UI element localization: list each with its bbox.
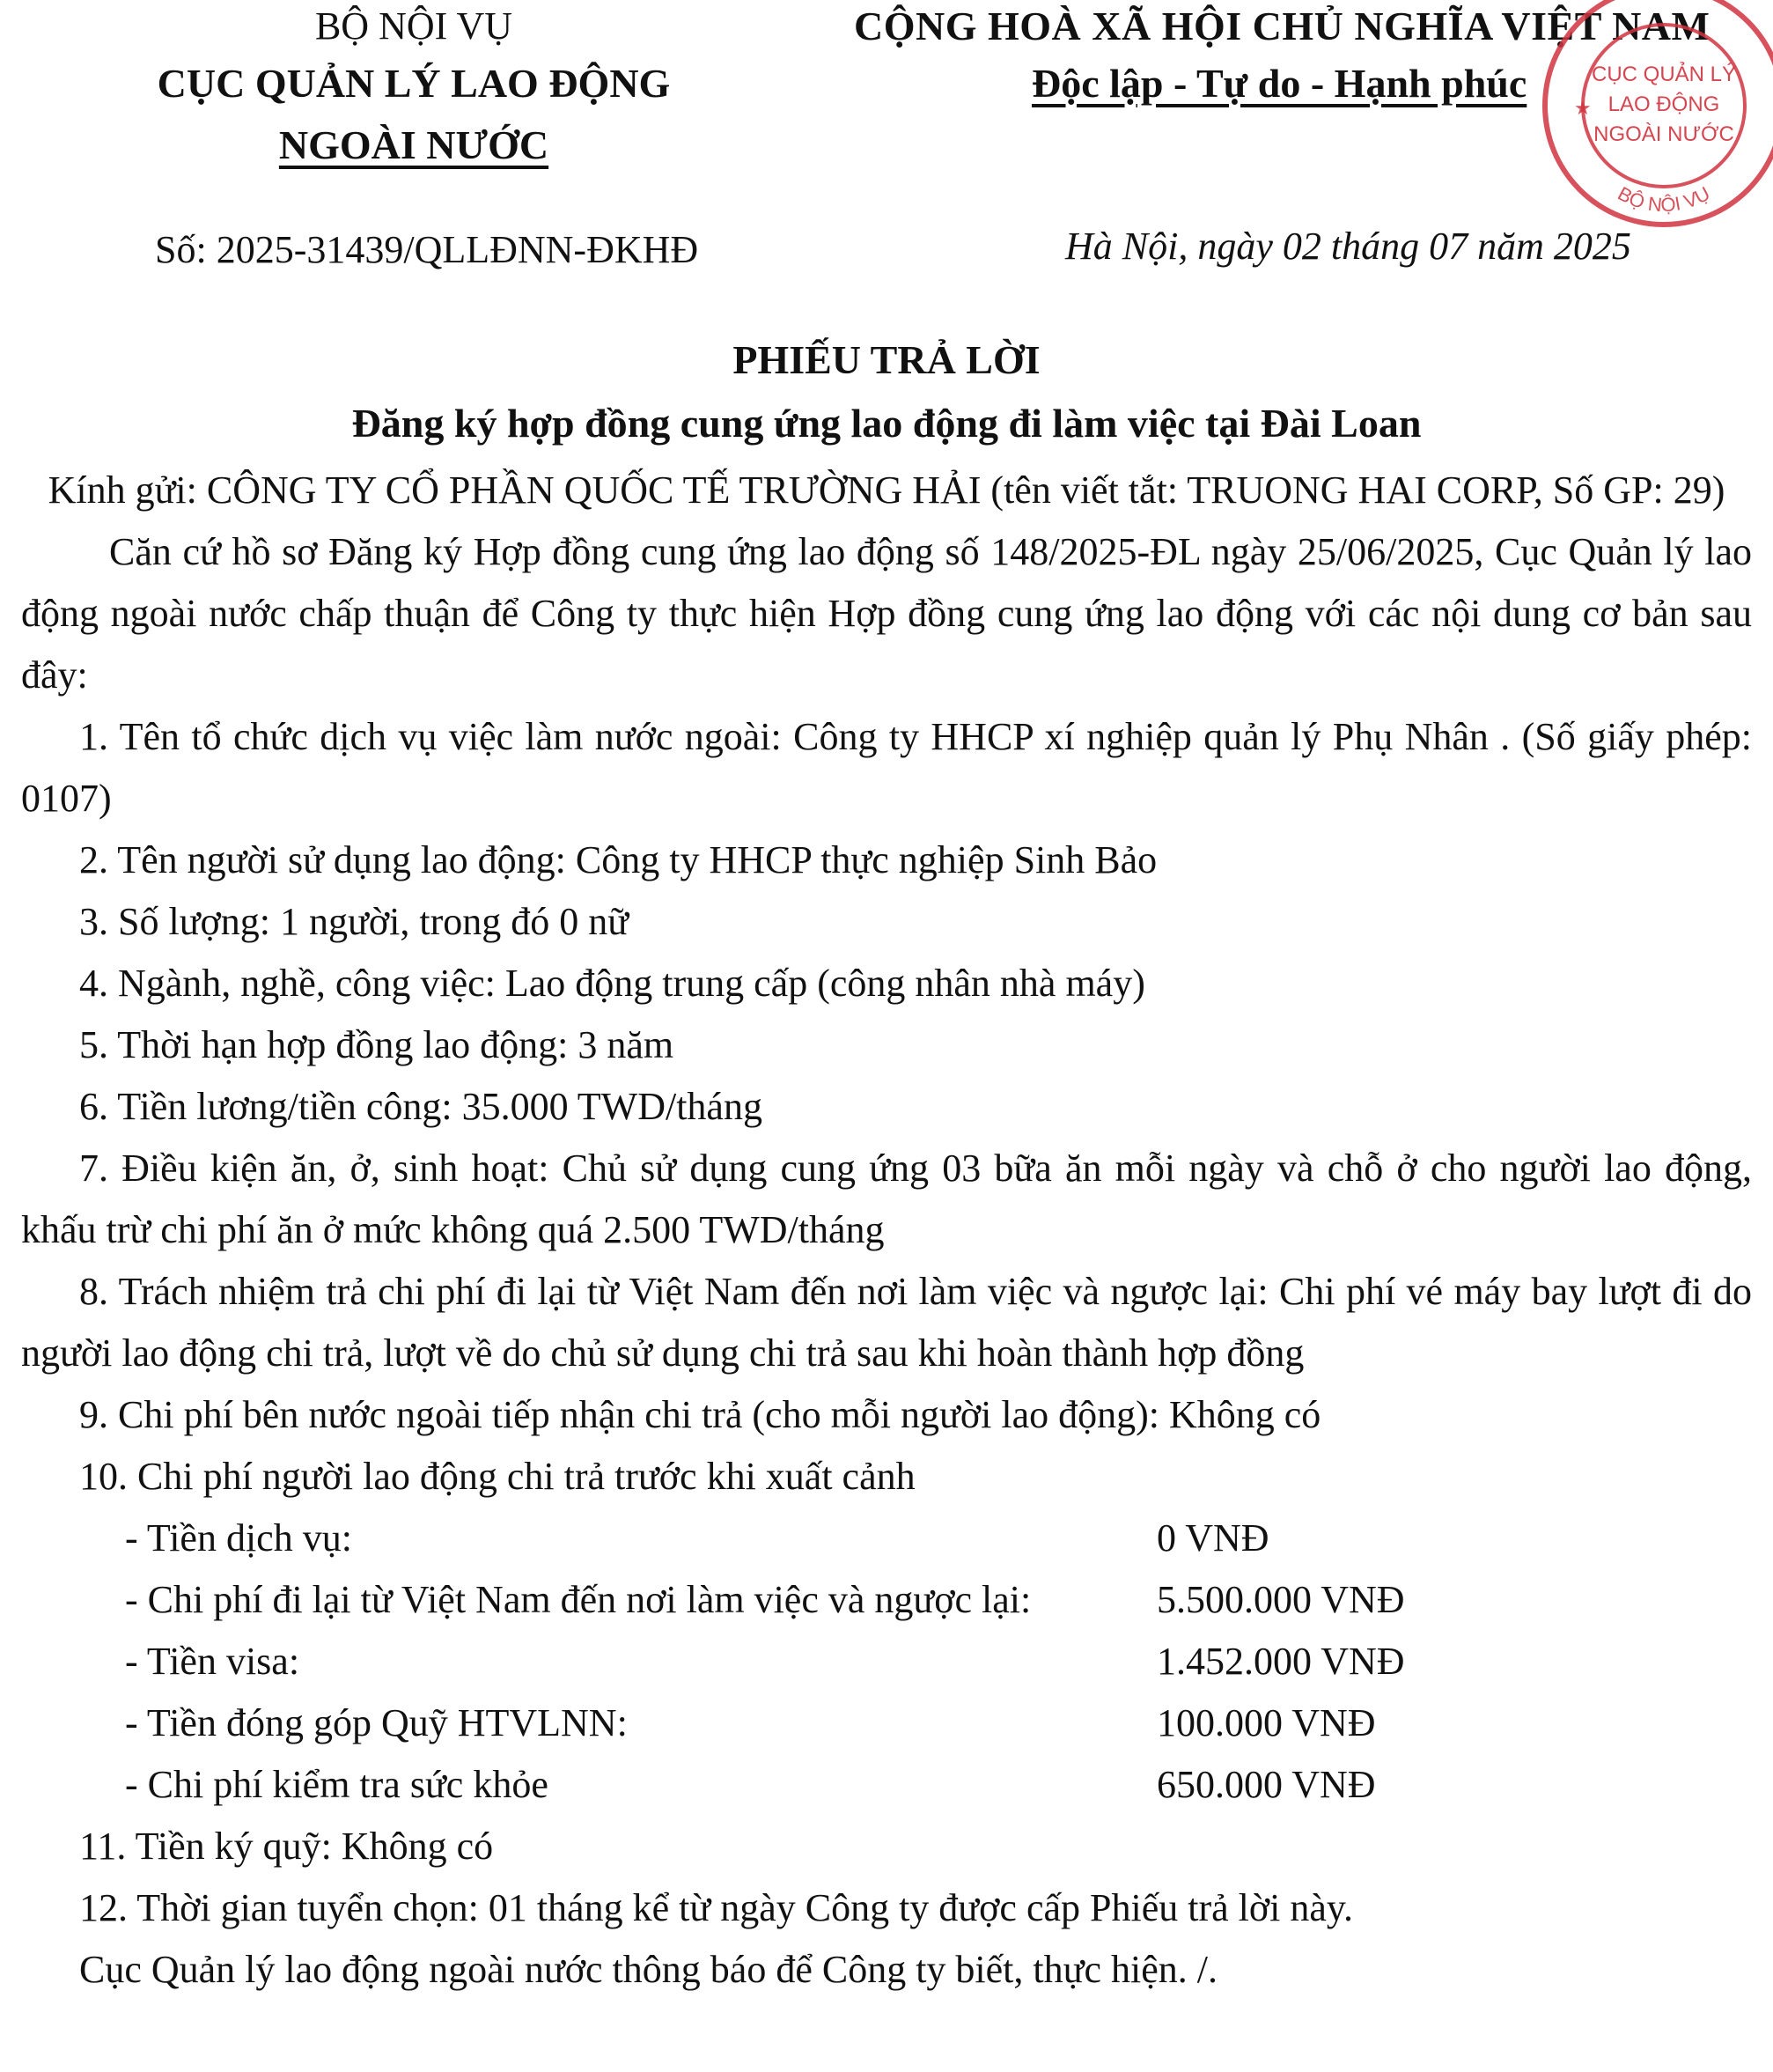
closing-statement: Cục Quản lý lao động ngoài nước thông báo để Công ty biết, thực hiện. /.: [79, 1948, 1218, 1991]
department-name-line1: CỤC QUẢN LÝ LAO ĐỘNG: [157, 61, 671, 106]
cost-row: [21, 1692, 1752, 1754]
seal-ring-text: BỘ NỘI VỤ: [1614, 181, 1714, 217]
cost-label: - Chi phí đi lại từ Việt Nam đến nơi làm việc và ngược lại:: [125, 1578, 1032, 1621]
document-subtitle: Đăng ký hợp đồng cung ứng lao động đi làm việc tại Đài Loan: [351, 401, 1422, 446]
cost-row: [21, 1631, 1752, 1692]
item-8: 8. Trách nhiệm trả chi phí đi lại từ Việt Nam đến nơi làm việc và ngược lại: Chi phí vé máy bay lượt đi do người lao động chi trả, lượt về do chủ sử dụng chi trả sau khi hoàn thành hợp đồng: [21, 1270, 1752, 1375]
cost-label: - Tiền visa:: [125, 1640, 300, 1683]
item-2: 2. Tên người sử dụng lao động: Công ty HHCP thực nghiệp Sinh Bảo: [79, 838, 1158, 881]
seal-star-icon: ★: [1574, 97, 1592, 119]
cost-label: - Tiền dịch vụ:: [125, 1516, 352, 1560]
item-7: 7. Điều kiện ăn, ở, sinh hoạt: Chủ sử dụng cung ứng 03 bữa ăn mỗi ngày và chỗ ở cho người lao động, khấu trừ chi phí ăn ở mức không quá 2.500 TWD/tháng: [21, 1147, 1752, 1251]
seal-text-top: CỤC QUẢN LÝ: [1591, 63, 1737, 86]
cost-value: 100.000 VNĐ: [1157, 1701, 1376, 1744]
document-body: [21, 460, 1752, 2001]
intro-paragraph: Căn cứ hồ sơ Đăng ký Hợp đồng cung ứng lao động số 148/2025-ĐL ngày 25/06/2025, Cục Quản lý lao động ngoài nước chấp thuận để Công ty thực hiện Hợp đồng cung ứng lao động với các nội dung cơ bản sau đây:: [21, 530, 1752, 697]
cost-value: 5.500.000 VNĐ: [1157, 1578, 1405, 1621]
document-title: PHIẾU TRẢ LỜI: [732, 337, 1041, 382]
item-9: 9. Chi phí bên nước ngoài tiếp nhận chi trả (cho mỗi người lao động): Không có: [79, 1393, 1321, 1436]
motto-text: Độc lập - Tự do - Hạnh phúc: [1032, 61, 1527, 106]
cost-value: 1.452.000 VNĐ: [1157, 1640, 1405, 1683]
item-6: 6. Tiền lương/tiền công: 35.000 TWD/tháng: [79, 1085, 762, 1128]
cost-label: - Chi phí kiểm tra sức khỏe: [125, 1763, 548, 1806]
issuer-block: [141, 0, 687, 176]
reference-number: Số: 2025-31439/QLLĐNN-ĐKHĐ: [155, 228, 699, 271]
cost-row: [21, 1569, 1752, 1631]
cost-label: - Tiền đóng góp Quỹ HTVLNN:: [125, 1701, 628, 1744]
item-4: 4. Ngành, nghề, công việc: Lao động trung cấp (công nhân nhà máy): [79, 962, 1145, 1005]
item-11: 11. Tiền ký quỹ: Không có: [79, 1825, 494, 1868]
department-name-line2: [141, 114, 687, 176]
item-3: 3. Số lượng: 1 người, trong đó 0 nữ: [79, 900, 629, 943]
seal-text-mid: LAO ĐỘNG: [1607, 92, 1720, 116]
item-12: 12. Thời gian tuyển chọn: 01 tháng kể từ ngày Công ty được cấp Phiếu trả lời này.: [79, 1886, 1354, 1929]
ministry-name: BỘ NỘI VỤ: [314, 4, 513, 48]
recipient-line: Kính gửi: CÔNG TY CỔ PHẦN QUỐC TẾ TRƯỜNG HẢI (tên viết tắt: TRUONG HAI CORP, Số GP: 29): [48, 468, 1725, 512]
cost-row: [21, 1508, 1752, 1569]
country-name: CỘNG HOÀ XÃ HỘI CHỦ NGHĨA VIỆT NAM: [854, 4, 1710, 48]
official-seal-stamp: [1532, 0, 1773, 238]
cost-row: [21, 1754, 1752, 1816]
seal-text-bottom: NGOÀI NƯỚC: [1593, 122, 1734, 146]
cost-value: 650.000 VNĐ: [1157, 1763, 1376, 1806]
item-1: 1. Tên tổ chức dịch vụ việc làm nước ngoài: Công ty HHCP xí nghiệp quản lý Phụ Nhân . (Số giấy phép: 0107): [21, 715, 1752, 820]
cost-value: 0 VNĐ: [1157, 1516, 1269, 1560]
item-10: 10. Chi phí người lao động chi trả trước khi xuất cảnh: [79, 1455, 916, 1498]
department-name-line2-text: NGOÀI NƯỚC: [278, 122, 549, 167]
item-5: 5. Thời hạn hợp đồng lao động: 3 năm: [79, 1023, 674, 1066]
date-line: Hà Nội, ngày 02 tháng 07 năm 2025: [1065, 225, 1631, 268]
